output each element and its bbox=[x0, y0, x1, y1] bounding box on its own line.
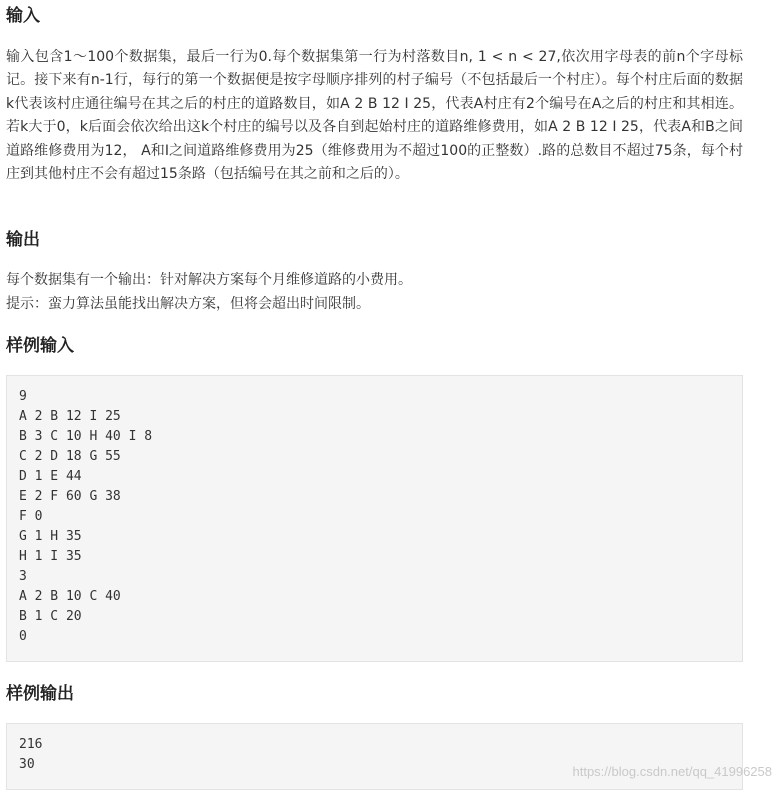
sample-input-heading: 样例输入 bbox=[6, 336, 74, 356]
code-line: E 2 F 60 G 38 bbox=[19, 489, 121, 504]
code-line: D 1 E 44 bbox=[19, 469, 82, 484]
code-line: H 1 I 35 bbox=[19, 549, 82, 564]
code-line: 30 bbox=[19, 757, 35, 772]
watermark: https://blog.csdn.net/qq_41996258 bbox=[572, 764, 772, 779]
code-line: C 2 D 18 G 55 bbox=[19, 449, 121, 464]
code-line: A 2 B 10 C 40 bbox=[19, 589, 121, 604]
hint-line: 提示：蛮力算法虽能找出解决方案，但将会超出时间限制。 bbox=[6, 296, 370, 312]
input-heading: 输入 bbox=[6, 6, 40, 26]
output-heading: 输出 bbox=[6, 230, 40, 250]
code-line: G 1 H 35 bbox=[19, 529, 82, 544]
sample-input-code-block[interactable] bbox=[6, 375, 743, 662]
output-description bbox=[6, 268, 743, 316]
code-line: 216 bbox=[19, 737, 43, 752]
code-line: A 2 B 12 I 25 bbox=[19, 409, 121, 424]
sample-output-heading: 样例输出 bbox=[6, 684, 74, 704]
code-line: F 0 bbox=[19, 509, 43, 524]
code-line: B 1 C 20 bbox=[19, 609, 82, 624]
code-line: 9 bbox=[19, 389, 27, 404]
input-description: 输入包含1～100个数据集，最后一行为0.每个数据集第一行为村落数目n, 1 < n < 27,依次用字母表的前n个字母标记。接下来有n-1行，每行的第一个数据便是按字母顺序排列的村子编号（不包括最后一个村庄）。每个村庄后面的数据k代表该村庄通往编号在其之后的村庄的道路数目，如A 2 B 12 I 25，代表A村庄有2个编号在A之后的村庄和其相连。若k大于0，k后面会依次给出这k个村庄的编号以及各自到起始村庄的道路维修费用，如A 2 B 12 I 25，代表A和B之间道路维修费用为12， A和I之间道路维修费用为25（维修费用为不超过100的正整数）.路的总数目不超过75条，每个村庄到其他村庄不会有超过15条路（包括编号在其之前和之后的）。 bbox=[6, 49, 743, 183]
output-line: 每个数据集有一个输出：针对解决方案每个月维修道路的小费用。 bbox=[6, 272, 412, 288]
code-line: B 3 C 10 H 40 I 8 bbox=[19, 429, 153, 444]
sample-output-code-block[interactable] bbox=[6, 723, 743, 790]
code-line: 0 bbox=[19, 629, 27, 644]
code-line: 3 bbox=[19, 569, 27, 584]
